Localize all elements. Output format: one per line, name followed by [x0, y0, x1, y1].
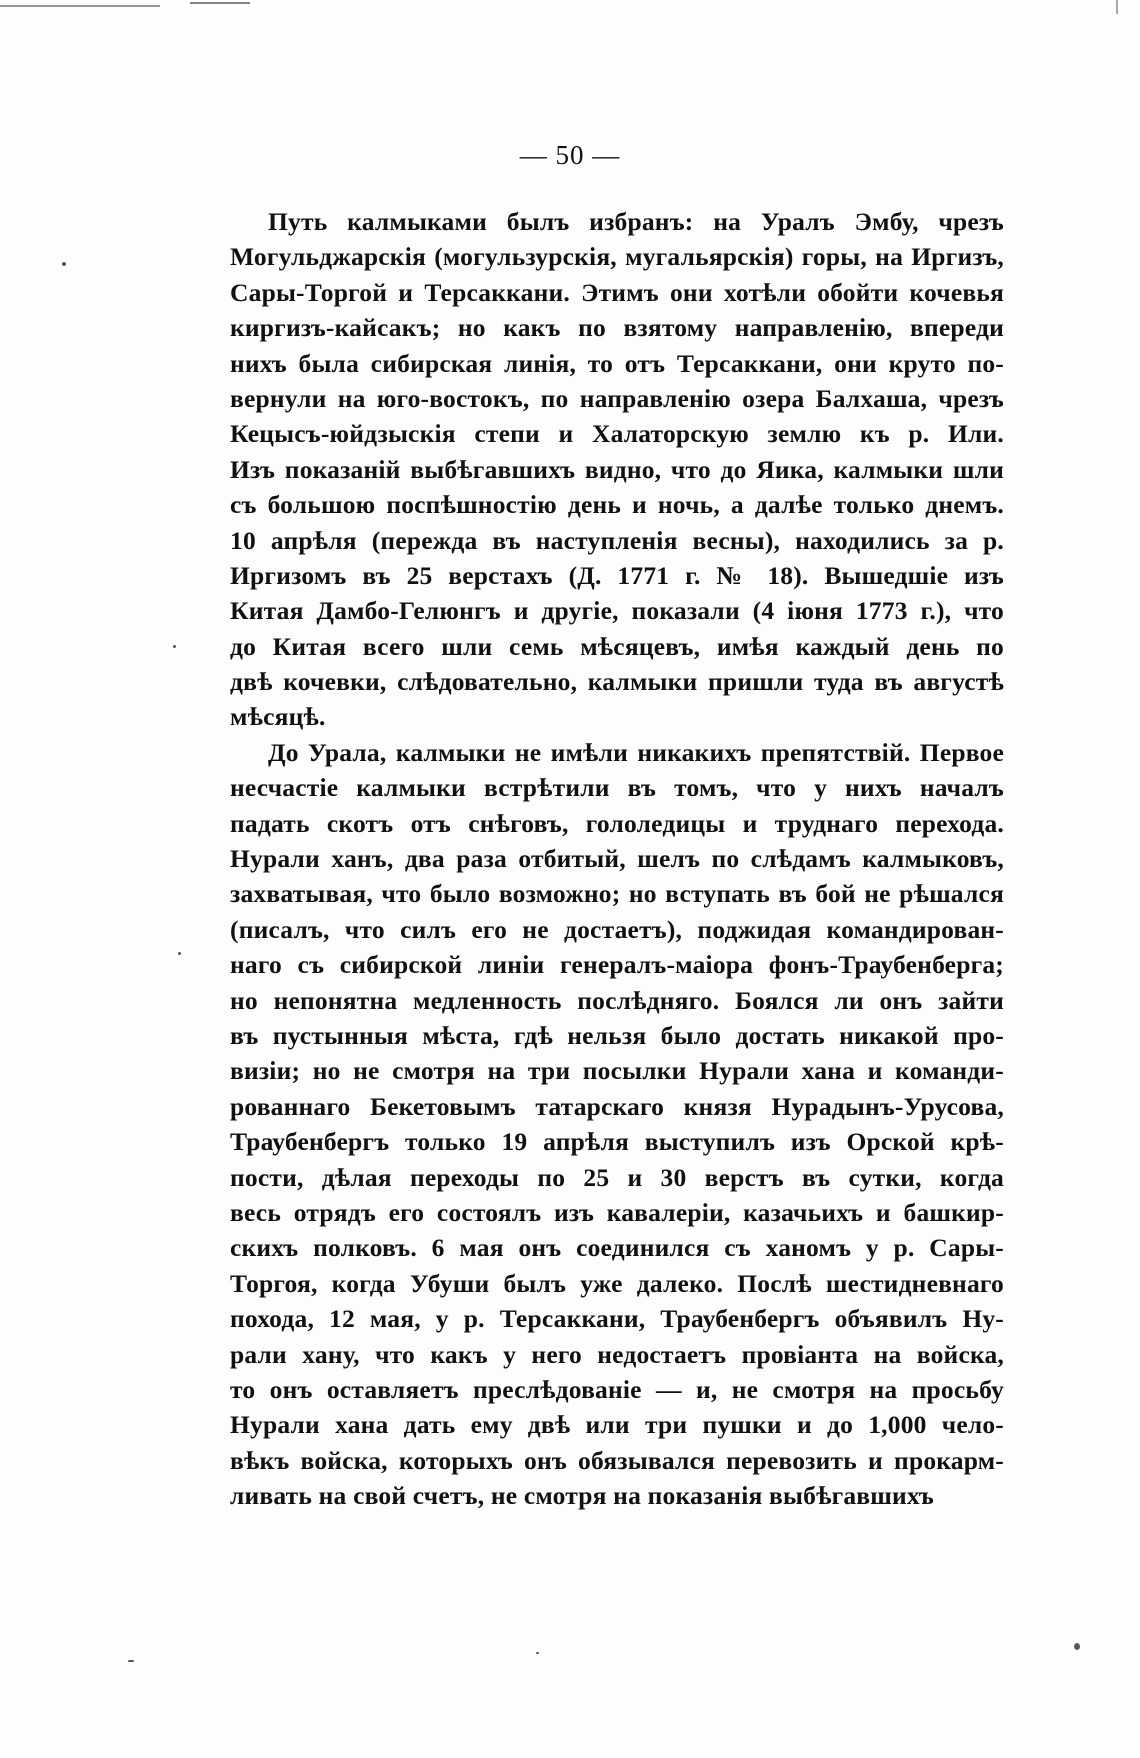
- scan-edge-mark: [0, 0, 160, 7]
- text-line: Кецысъ-юйдзыскія степи и Халаторскую землю къ р. Или.: [230, 419, 1004, 449]
- text-line: Могульджарскія (могульзурскія, мугальярскія) горы, на Иргизъ,: [230, 242, 1004, 272]
- text-line: пости, дѣлая переходы по 25 и 30 верстъ въ сутки, когда: [230, 1162, 1004, 1192]
- text-line: нихъ была сибирская линія, то отъ Терсаккани, они круто по-: [230, 348, 1004, 378]
- text-line: съ большою поспѣшностію день и ночь, а далѣе только днемъ.: [230, 490, 1004, 520]
- text-line: ливать на свой счетъ, не смотря на показанія выбѣгавшихъ: [230, 1481, 934, 1511]
- scan-edge-mark: [1116, 0, 1118, 14]
- text-line: (писалъ, что силъ его не достаетъ), поджидая командирован-: [230, 914, 1004, 944]
- text-line: киргизъ-кайсакъ; но какъ по взятому направленію, впереди: [230, 313, 1004, 343]
- page-number: — 50 —: [519, 140, 621, 170]
- text-line: падать скотъ отъ снѣговъ, гололедицы и труднаго перехода.: [230, 808, 1004, 838]
- text-line: несчастіе калмыки встрѣтили въ томъ, что у нихъ началъ: [230, 773, 1004, 803]
- scan-speck: [178, 952, 181, 955]
- text-line: наго съ сибирской линіи генералъ-маіора фонъ-Траубенберга;: [230, 950, 1004, 980]
- text-line: Нурали хана дать ему двѣ или три пушки и до 1,000 чело-: [230, 1410, 1004, 1440]
- scan-edge-mark: [190, 2, 250, 4]
- text-line: но непонятна медленность послѣдняго. Боялся ли онъ зайти: [230, 985, 1004, 1015]
- text-line: Китая Дамбо-Гелюнгъ и другіе, показали (4 іюня 1773 г.), что: [230, 596, 1004, 626]
- text-line: похода, 12 мая, у р. Терсаккани, Траубенбергъ объявилъ Ну-: [230, 1304, 1004, 1334]
- text-line: рали хану, что какъ у него недостаетъ провіанта на войска,: [230, 1339, 1004, 1369]
- text-line: визіи; но не смотря на три посылки Нурали хана и команди-: [230, 1056, 1004, 1086]
- text-line: Иргизомъ въ 25 верстахъ (Д. 1771 г. № 18). Вышедшіе изъ: [230, 560, 1004, 590]
- text-line: вернули на юго-востокъ, по направленію озера Балхаша, чрезъ: [230, 383, 1004, 413]
- text-line: 10 апрѣля (пережда въ наступленія весны), находились за р.: [230, 525, 1004, 555]
- scan-speck: [1074, 1643, 1080, 1650]
- text-line: вѣкъ войска, которыхъ онъ обязывался перевозить и прокарм-: [230, 1445, 1004, 1475]
- text-line: рованнаго Бекетовымъ татарскаго князя Нурадынъ-Урусова,: [230, 1091, 1004, 1121]
- text-line: до Китая всего шли семь мѣсяцевъ, имѣя каждый день по: [230, 631, 1004, 661]
- text-line: Траубенбергъ только 19 апрѣля выступилъ изъ Орской крѣ-: [230, 1127, 1004, 1157]
- text-line: скихъ полковъ. 6 мая онъ соединился съ ханомъ у р. Сары-: [230, 1233, 1004, 1263]
- text-line: Путь калмыками былъ избранъ: на Уралъ Эмбу, чрезъ: [268, 207, 1004, 236]
- text-line: Торгоя, когда Убуши былъ уже далеко. Послѣ шестидневнаго: [230, 1268, 1004, 1298]
- text-line: то онъ оставляетъ преслѣдованіе — и, не смотря на просьбу: [230, 1374, 1004, 1404]
- scan-speck: [173, 645, 176, 648]
- body-text: [230, 204, 1004, 1513]
- scan-speck: [536, 1652, 539, 1654]
- text-line: весь отрядъ его состоялъ изъ кавалеріи, казачьихъ и башкир-: [230, 1197, 1004, 1227]
- text-line: въ пустынныя мѣста, гдѣ нельзя было достать никакой про-: [230, 1020, 1004, 1050]
- paragraph-1: [230, 204, 1004, 735]
- text-line: До Урала, калмыки не имѣли никакихъ препятствій. Первое: [268, 737, 1004, 767]
- text-line: Сары-Торгой и Терсаккани. Этимъ они хотѣли обойти кочевья: [230, 277, 1004, 307]
- scan-speck: [128, 1660, 134, 1662]
- paragraph-2: [230, 735, 1004, 1514]
- text-line: Нурали ханъ, два раза отбитый, шелъ по слѣдамъ калмыковъ,: [230, 844, 1004, 874]
- scan-speck: [62, 262, 66, 266]
- text-line: захватывая, что было возможно; но вступать въ бой не рѣшался: [230, 879, 1004, 909]
- text-line: Изъ показаній выбѣгавшихъ видно, что до Яика, калмыки шли: [230, 454, 1004, 484]
- text-line: двѣ кочевки, слѣдовательно, калмыки пришли туда въ августѣ: [230, 667, 1004, 697]
- text-line: мѣсяцѣ.: [230, 702, 326, 732]
